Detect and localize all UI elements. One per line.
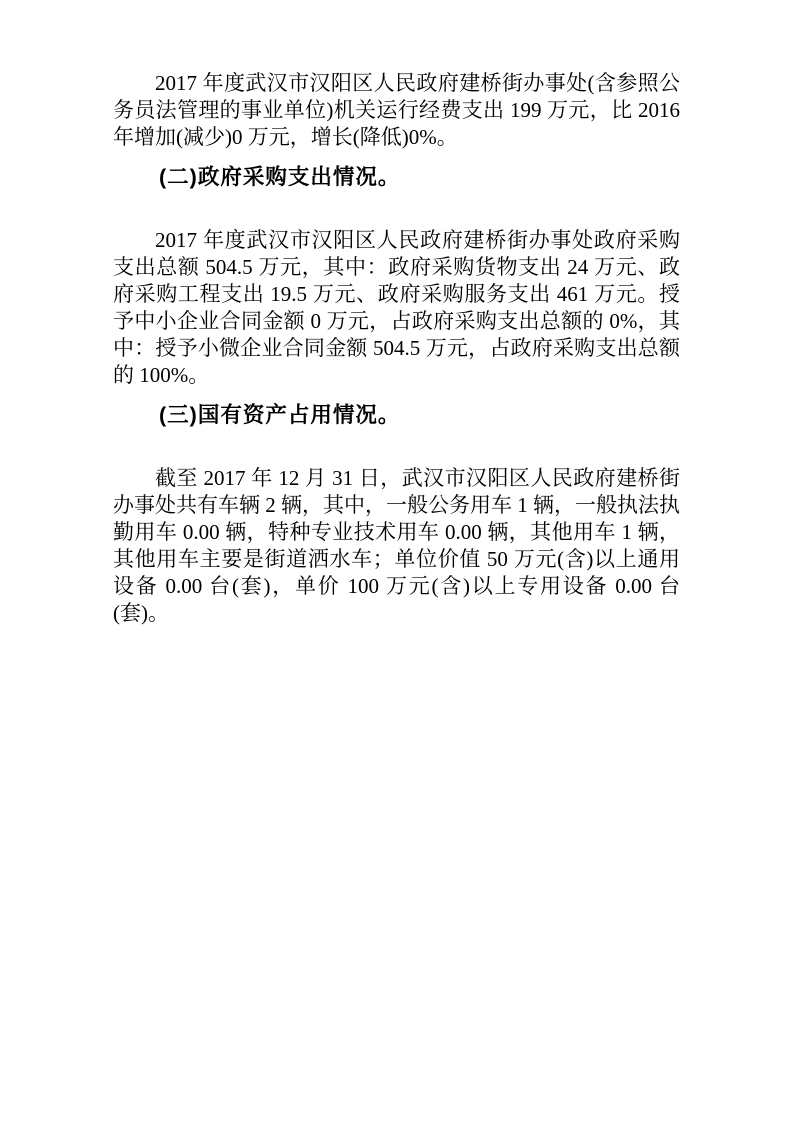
paragraph-state-owned-assets: 截至 2017 年 12 月 31 日，武汉市汉阳区人民政府建桥街办事处共有车辆 2 辆，其中，一般公务用车 1 辆，一般执法执勤用车 0.00 辆，特种专业技术用车 0.00 辆，其他用车 1 辆，其他用车主要是街道洒水车；单位价值 50 万元(含)以上通用设备 0.00 台(套)，单价 100 万元(含)以上专用设备 0.00 台(套)。 [113, 466, 680, 625]
heading-state-owned-assets: (三)国有资产占用情况。 [159, 403, 401, 427]
document-content [113, 70, 680, 627]
paragraph-government-procurement: 2017 年度武汉市汉阳区人民政府建桥街办事处政府采购支出总额 504.5 万元，其中：政府采购货物支出 24 万元、政府采购工程支出 19.5 万元、政府采购服务支出 461 万元。授予中小企业合同金额 0 万元，占政府采购支出总额的 0%，其中：授予小微企业合同金额 504.5 万元，占政府采购支出总额的 100%。 [113, 228, 680, 387]
paragraph-operating-expenses: 2017 年度武汉市汉阳区人民政府建桥街办事处(含参照公务员法管理的事业单位)机关运行经费支出 199 万元，比 2016 年增加(减少)0 万元，增长(降低)0%。 [113, 71, 680, 149]
heading-government-procurement: (二)政府采购支出情况。 [159, 165, 401, 189]
